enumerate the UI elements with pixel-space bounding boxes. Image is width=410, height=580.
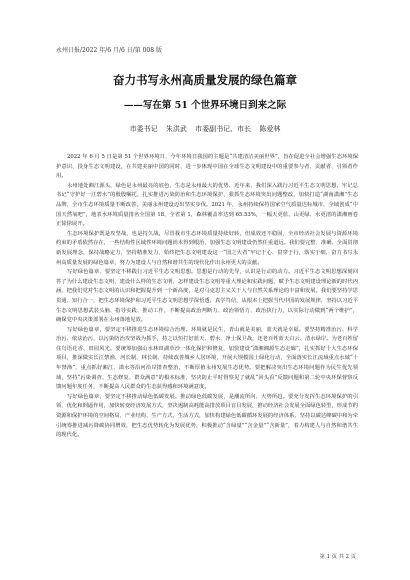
page-number: 第 1 页 共 2 页: [319, 554, 356, 560]
article-body: [56, 153, 358, 441]
paragraph: 写好绿色篇章，要坚定不移推进生态环境综合治理。环境就是民生，青山就是美丽，蓝天就是幸福。要坚持精准治污、科学治污、依法治污，以污染防治攻坚战为抓手，持之以恒打好蓝天、碧水、净土保卫战，还老百姓蓝天白云、清水绿岸。为老百姓留住鸟语花香、田园风光。要统筹加强山水林田湖草沙一体化保护和修复，加快建设“潇湘湘源生态走廊”，扎实抓好十大生态环保项目，推深做实长江禁渔、河长制、林长制、持续改善城乡人居环境，开展大规模国土绿化行动，全面落实长江流域重点水域“十年禁渔”，重点抓好湘江、潇水等沿河沿岸排查整治，不断厚植永州发展生态优势。要把解决突出生态环境问题作为民生优先领域，坚持“污染调查、生态修复、群众满意”的根本标准，坚决防止平时督察见了就乱“回头看”反馈问题和第二轮中央环保督察反馈问题年度任务，不断提高人民群众的生态获得感和环境满意度。: [56, 326, 358, 391]
article-subtitle: ——写在第 51 个世界环境日到来之际: [123, 100, 287, 111]
issue-meta: 永州日报/2022 年/6 月/6 日/第 008 版: [56, 47, 162, 54]
paragraph: 永州地处湘江源头，绿色是永州最亮的底色，生态是永州最大的优势、近年来，我们深入践行习近平生态文明思想，牢记总书记“守护好一江碧水”的殷殷嘱托，扎实推进污染防治和生态环境保护，狠抓生态环境突出问题整改，加快打造“湖南潇湘”生态品牌，全市生态环境质量不断改善，美丽永州建设迈出坚实步伐。2021 年，永州持续保持国家空气质量达标城市，全域创成“中国天然氧吧”，地表水环境质量排名全国第 18、全省第 1，森林覆盖率达到 65.53%，一幅天更蓝、山更绿、水更清的潇湘画卷正徐徐展开。: [56, 182, 358, 228]
paragraph: 写好绿色篇章，要坚定不移推动绿色低碳发展。推动绿色低碳发展，是潮流所向、大势所趋。要充分发挥生态环境保护的引领、优化和倒逼作用，加快转变经济发展方式，坚决遏制高耗能高排放项目盲目发展，推动经济社会发展全面绿色转型，形成节约资源和保护环境的空间格局、产业结构、生产方式、生活方式，加快构建绿色低碳循环发展的经济体系，坚持以碳达峰碳中和为牵引统筹推进减污降碳协同增效，把生态优势转化为发展优势，积极推动“含绿量”“含金量”“含新量”，着力构建人与自然和谐共生的现代化。: [56, 393, 358, 439]
paragraph: 写好绿色篇章，要坚定不移践行习近平生态文明思想。思想是行动的先导，认识是行动的动力。习近平生态文明思想深刻回答了为什么建设生态文明、建设什么样的生态文明、怎样建设生态文明等重大理论和实践问题，赋予生态文明建设理论新的时代内涵，把我们党对生态文明的认识和把握提升到一个新高度，是对马克思主义关于人与自然关系理论的丰富和发展。我们要坚持学思贯通、知行合一，把生态环境保护和习近平生态文明思想学深悟透、真学笃信，从根本上把握当代中国的发展规律，坚持以习近平生态文明思想武装头脑、指导实践、推动工作，不断提高政治判断力、政治领悟力、政治执行力，以实际行动做到“两个维护”，确保党中央决策部署在永州落地见效。: [56, 269, 358, 324]
paragraph: 生态环境保护既是攻坚战，也是持久战，尽管我市生态环境质量持续好转，但成效还不稳固，全市经济社会发展与资源环境约束的矛盾依然存在，一些结构性区域性环境问题尚未得到根治，加强生态文明建设仍然任重道远。我们要完整、准确、全面贯彻新发展理念，保持战略定力，坚持精准发力，始终把生态文明建设这一“国之大者”牢记于心、贯穿于行，落实于细，奋力书写永州高质量发展的绿色篇章，努力为建设人与自然和谐共生的现代化作出永州更大的贡献。: [56, 230, 358, 266]
paragraph: 2022 年 6 月 5 日是第 51 个世界环境日，今年环境日我国的主题是“共建清洁美丽世界”，旨在促进全社会增强生态环境保护意识，投身生态文明建设，在共建美丽中国的同时，进一步体现中国在全球生态文明建设中的重要参与者、贡献者、引领者作用。: [56, 154, 358, 180]
byline: 市委书记 朱洪武 市委副书记、市长 陈爱林: [129, 125, 281, 133]
article-title: 奋力书写永州高质量发展的绿色篇章: [113, 73, 297, 87]
